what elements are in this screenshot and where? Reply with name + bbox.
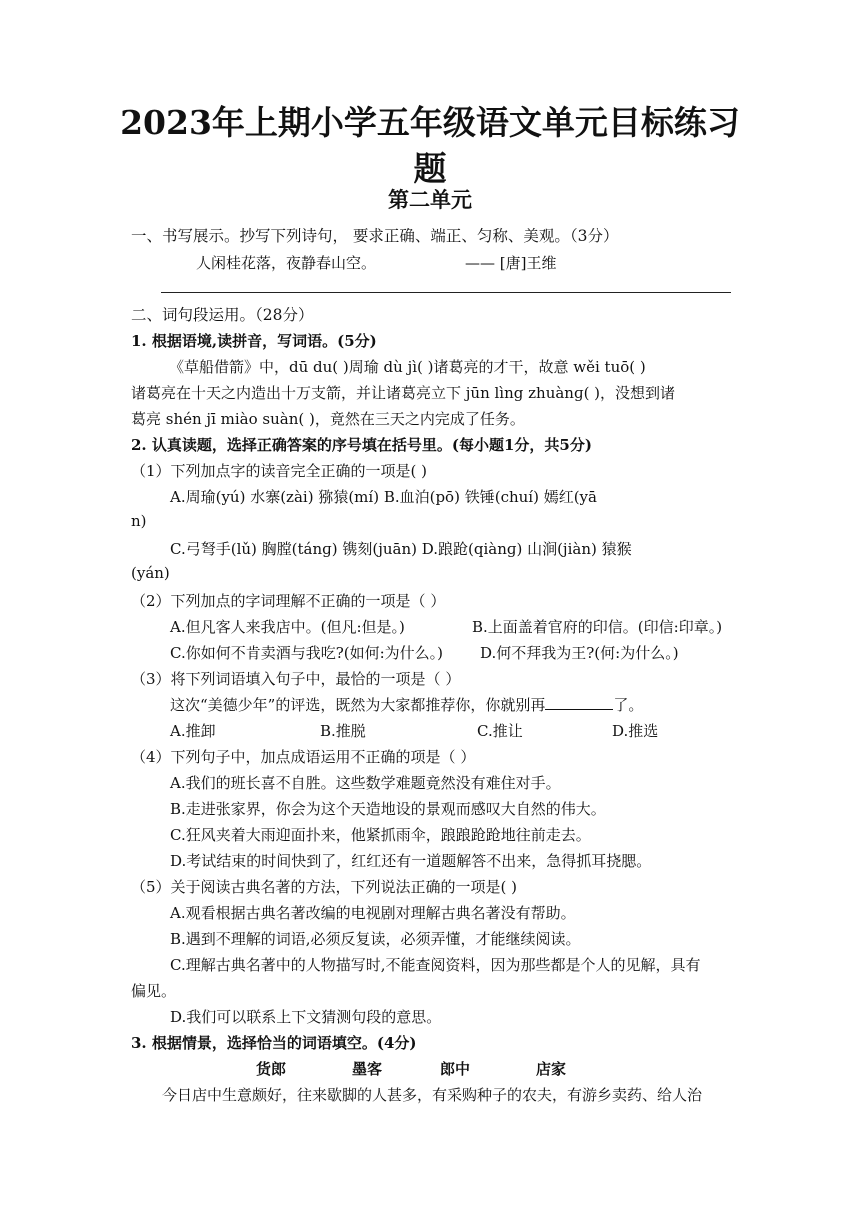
q2-3-option-b: B.推脱 xyxy=(320,722,366,740)
q2-2-option-c: C.你如何不肯卖酒与我吃?(如何:为什么。) xyxy=(170,644,444,662)
q2-5-option-c-wrap: 偏见。 xyxy=(131,982,177,1000)
q2-1-stem: （1）下列加点字的读音完全正确的一项是( ) xyxy=(131,462,428,480)
q2-5-option-a: A.观看根据古典名著改编的电视剧对理解古典名著没有帮助。 xyxy=(170,904,576,922)
poem-author: —— [唐]王维 xyxy=(465,254,557,272)
q1-line2: 诸葛亮在十天之内造出十万支箭，并让诸葛亮立下 jūn lìng zhuànɡ( )，没想到诸 xyxy=(131,384,676,402)
unit-subtitle: 第二单元 xyxy=(388,187,472,212)
answer-blank[interactable] xyxy=(545,695,613,710)
q2-3-stem: （3）将下列词语填入句子中，最恰的一项是（ ） xyxy=(131,670,461,688)
q2-3-option-c: C.推让 xyxy=(477,722,523,740)
q2-1-options-ab-wrap: n) xyxy=(131,512,147,530)
q2-2-stem: （2）下列加点的字词理解不正确的一项是（ ） xyxy=(131,592,446,610)
q2-3-option-a: A.推卸 xyxy=(170,722,216,740)
q2-1-options-ab: A.周瑜(yú) 水寨(zài) 猕猿(mí) B.血泊(pō) 铁锤(chuí) 嫣红(yā xyxy=(170,488,597,506)
q2-2-option-a: A.但凡客人来我店中。(但凡:但是。) xyxy=(170,618,405,636)
q2-4-option-d: D.考试结束的时间快到了，红红还有一道题解答不出来，急得抓耳挠腮。 xyxy=(170,852,652,870)
word-choice: 货郎 xyxy=(256,1060,287,1078)
q3-title: 3. 根据情景，选择恰当的词语填空。(4分) xyxy=(131,1034,417,1052)
q2-1-options-cd-wrap: (yán) xyxy=(131,564,170,582)
q2-1-options-cd: C.弓弩手(lǔ) 胸膛(tánɡ) 镌刻(juān) D.踉跄(qiànɡ) 山涧(jiàn) 猿猴 xyxy=(170,540,632,558)
q3-passage: 今日店中生意颇好，往来歇脚的人甚多，有采购种子的农夫，有游乡卖药、给人治 xyxy=(162,1086,703,1104)
q2-5-option-b: B.遇到不理解的词语,必须反复读，必须弄懂，才能继续阅读。 xyxy=(170,930,581,948)
q2-4-option-b: B.走进张家界，你会为这个天造地设的景观而感叹大自然的伟大。 xyxy=(170,800,606,818)
q1-line1: 《草船借箭》中，dū du( )周瑜 dù jì( )诸葛亮的才干，故意 wěi tuō( ) xyxy=(169,358,646,376)
q2-2-option-b: B.上面盖着官府的印信。(印信:印章。) xyxy=(472,618,723,636)
q2-3-sentence-post: 了。 xyxy=(613,696,644,714)
word-choice: 店家 xyxy=(536,1060,567,1078)
q2-4-stem: （4）下列句子中，加点成语运用不正确的项是（ ） xyxy=(131,748,476,766)
q2-5-option-c: C.理解古典名著中的人物描写时,不能查阅资料，因为那些都是个人的见解，具有 xyxy=(170,956,701,974)
section2-heading: 二、词句段运用。（28分） xyxy=(131,306,314,324)
q2-title: 2. 认真读题，选择正确答案的序号填在括号里。(每小题1分，共5分) xyxy=(131,436,592,454)
q2-3-sentence xyxy=(170,694,643,715)
word-choice: 郎中 xyxy=(440,1060,471,1078)
page-title: 2023年上期小学五年级语文单元目标练习题 xyxy=(120,103,740,188)
q2-3-option-d: D.推选 xyxy=(612,722,659,740)
q2-5-stem: （5）关于阅读古典名著的方法，下列说法正确的一项是( ) xyxy=(131,878,518,896)
poem-line: 人闲桂花落，夜静春山空。 xyxy=(196,254,377,272)
q1-title: 1. 根据语境,读拼音，写词语。(5分) xyxy=(131,332,377,350)
writing-line[interactable] xyxy=(161,292,731,293)
section1-heading: 一、书写展示。抄写下列诗句， 要求正确、端正、匀称、美观。（3分） xyxy=(131,227,619,245)
q2-5-option-d: D.我们可以联系上下文猜测句段的意思。 xyxy=(170,1008,442,1026)
word-choice: 墨客 xyxy=(352,1060,383,1078)
q2-2-option-d: D.何不拜我为王?(何:为什么。) xyxy=(480,644,679,662)
q2-3-sentence-pre: 这次“美德少年”的评选，既然为大家都推荐你，你就别再 xyxy=(170,696,546,714)
q2-4-option-a: A.我们的班长喜不自胜。这些数学难题竟然没有难住对手。 xyxy=(170,774,561,792)
q2-4-option-c: C.狂风夹着大雨迎面扑来，他紧抓雨伞，踉踉跄跄地往前走去。 xyxy=(170,826,591,844)
q1-line3: 葛亮 shén jī miào suàn( )，竟然在三天之内完成了任务。 xyxy=(131,410,525,428)
